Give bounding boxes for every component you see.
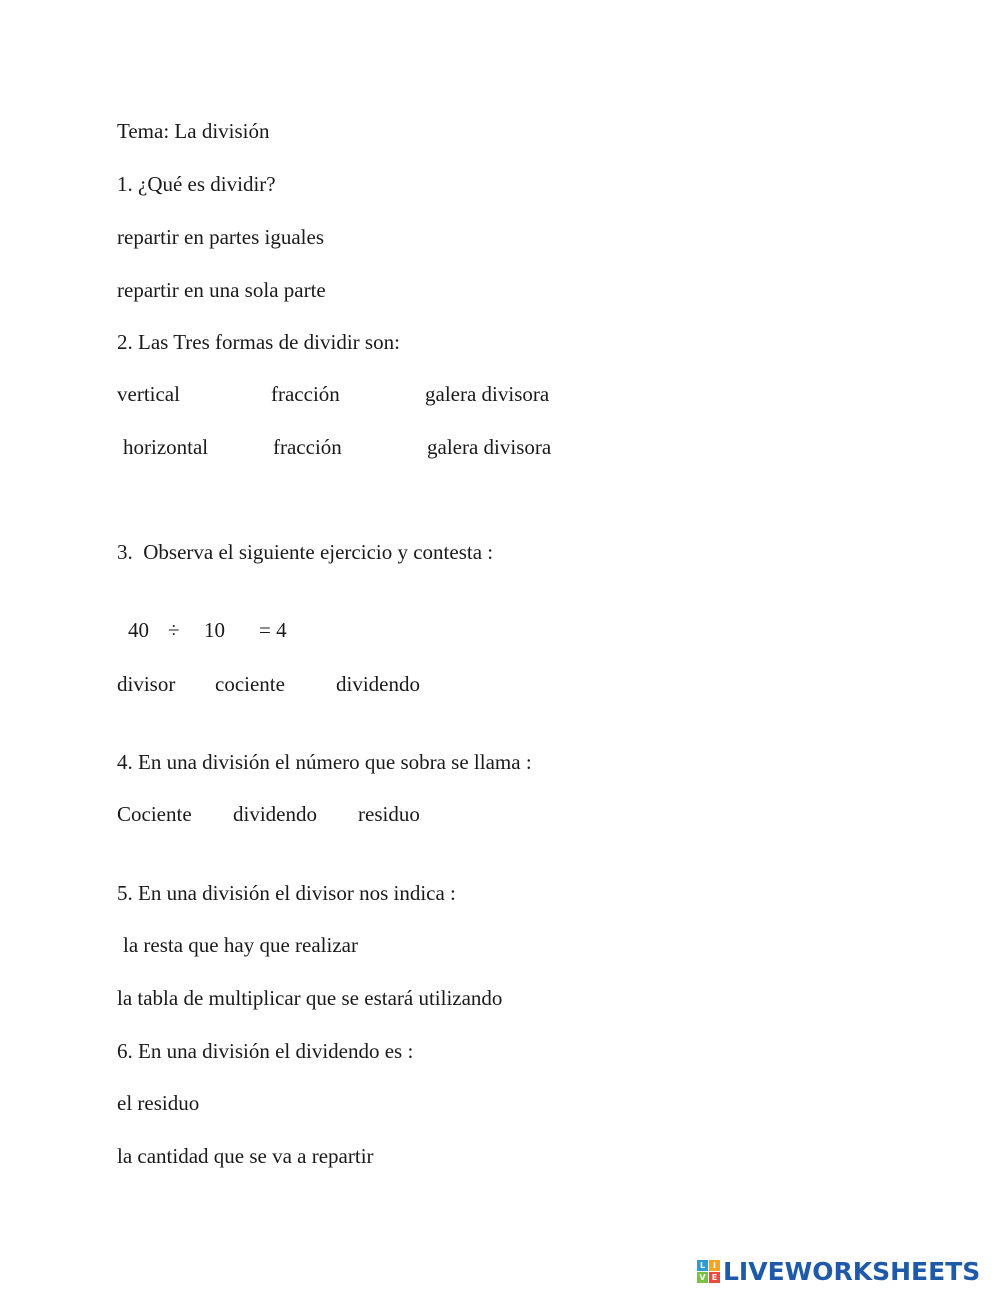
question-2-prompt: 2. Las Tres formas de dividir son: xyxy=(117,330,400,354)
question-6-option-2[interactable]: la cantidad que se va a repartir xyxy=(117,1144,374,1168)
logo-square-e: E xyxy=(709,1272,720,1283)
question-5-prompt: 5. En una división el divisor nos indica : xyxy=(117,881,456,905)
question-5-option-2[interactable]: la tabla de multiplicar que se estará utilizando xyxy=(117,986,503,1010)
question-2-row-2-option-1[interactable]: horizontal xyxy=(123,435,209,459)
equation-dividend: 40 xyxy=(128,618,149,642)
question-3-option-3[interactable]: dividendo xyxy=(336,672,420,696)
question-1-option-1[interactable]: repartir en partes iguales xyxy=(117,225,324,249)
question-4-option-3[interactable]: residuo xyxy=(358,802,420,826)
question-6-option-1[interactable]: el residuo xyxy=(117,1091,200,1115)
liveworksheets-logo xyxy=(697,1256,980,1286)
question-1-option-2[interactable]: repartir en una sola parte xyxy=(117,278,326,302)
equation-divisor: 10 xyxy=(204,618,225,642)
question-3-option-2[interactable]: cociente xyxy=(215,672,285,696)
question-1-prompt: 1. ¿Qué es dividir? xyxy=(117,172,276,196)
logo-square-v: V xyxy=(697,1272,708,1283)
question-2-row-1-option-1[interactable]: vertical xyxy=(117,382,180,406)
question-4-prompt: 4. En una división el número que sobra se llama : xyxy=(117,750,532,774)
equation-result: = 4 xyxy=(259,618,287,642)
question-4-option-2[interactable]: dividendo xyxy=(233,802,317,826)
worksheet-title: Tema: La división xyxy=(117,119,270,143)
question-2-row-1-option-2[interactable]: fracción xyxy=(271,382,340,406)
question-6-prompt: 6. En una división el dividendo es : xyxy=(117,1039,414,1063)
question-3-prompt: 3. Observa el siguiente ejercicio y contesta : xyxy=(117,540,494,564)
question-2-row-2-option-3[interactable]: galera divisora xyxy=(427,435,552,459)
equation-operator: ÷ xyxy=(168,618,180,642)
logo-square-l: L xyxy=(697,1260,708,1271)
question-2-row-1-option-3[interactable]: galera divisora xyxy=(425,382,550,406)
logo-text: LIVEWORKSHEETS xyxy=(723,1256,981,1286)
question-5-option-1[interactable]: la resta que hay que realizar xyxy=(123,933,358,957)
logo-square-i: I xyxy=(709,1260,720,1271)
question-3-option-1[interactable]: divisor xyxy=(117,672,176,696)
logo-squares-icon xyxy=(697,1260,720,1283)
question-4-option-1[interactable]: Cociente xyxy=(117,802,192,826)
question-2-row-2-option-2[interactable]: fracción xyxy=(273,435,342,459)
